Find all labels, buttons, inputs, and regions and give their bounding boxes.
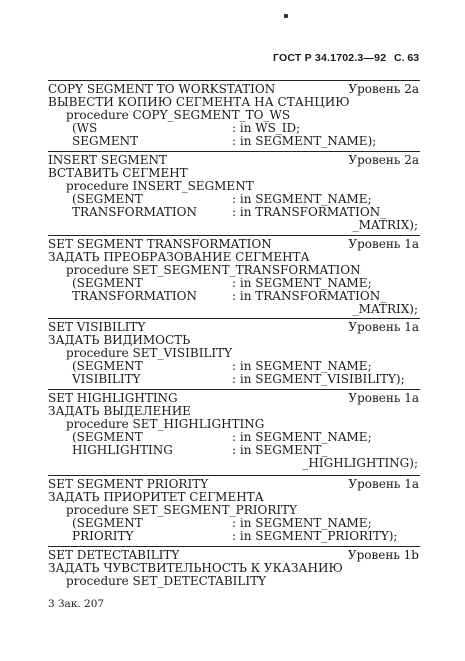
section-set-segment-transformation <box>48 235 420 316</box>
page-number: С. 63 <box>394 52 420 64</box>
param-type: : in SEGMENT_NAME; <box>232 192 372 206</box>
param-name: (SEGMENT <box>72 430 143 444</box>
param-name: VISIBILITY <box>72 372 141 386</box>
param-name: TRANSFORMATION <box>72 205 198 219</box>
procedure-signature: procedure INSERT_SEGMENT <box>66 179 254 193</box>
section-insert-segment <box>48 151 420 232</box>
procedure-signature: procedure SET_SEGMENT_PRIORITY <box>66 503 298 517</box>
param-name: (SEGMENT <box>72 516 143 530</box>
param-name: (SEGMENT <box>72 192 143 206</box>
param-type: : in TRANSFORMATION_ <box>232 205 387 219</box>
param-name: (SEGMENT <box>72 359 143 373</box>
param-type: : in SEGMENT_ <box>232 443 328 457</box>
procedure-signature: procedure SET_SEGMENT_TRANSFORMATION <box>66 263 361 277</box>
section-title: COPY SEGMENT TO WORKSTATION <box>48 82 276 96</box>
param-name: HIGHLIGHTING <box>72 443 173 457</box>
section-title: SET VISIBILITY <box>48 320 146 334</box>
standard-number: ГОСТ Р 34.1702.3—92 <box>273 52 387 64</box>
section-copy-segment <box>48 80 420 147</box>
param-name: TRANSFORMATION <box>72 289 198 303</box>
section-subtitle: ЗАДАТЬ ПРЕОБРАЗОВАНИЕ СЕГМЕНТА <box>48 250 310 264</box>
section-subtitle: ВСТАВИТЬ СЕГМЕНТ <box>48 166 188 180</box>
section-set-segment-priority <box>48 475 420 542</box>
section-level: Уровень 2а <box>348 82 419 96</box>
section-set-detectability <box>48 546 420 591</box>
param-type: : in SEGMENT_NAME; <box>232 359 372 373</box>
procedure-signature: procedure SET_HIGHLIGHTING <box>66 417 265 431</box>
procedure-signature: procedure SET_VISIBILITY <box>66 346 233 360</box>
param-name: (SEGMENT <box>72 276 143 290</box>
param-continuation: _MATRIX); <box>352 302 418 316</box>
section-subtitle: ЗАДАТЬ ЧУВСТВИТЕЛЬНОСТЬ К УКАЗАНИЮ <box>48 561 343 575</box>
section-title: SET SEGMENT TRANSFORMATION <box>48 237 272 251</box>
section-level: Уровень 1а <box>348 320 419 334</box>
param-continuation: _MATRIX); <box>352 218 418 232</box>
procedure-signature: procedure SET_DETECTABILITY <box>66 574 267 588</box>
section-level: Уровень 1а <box>348 391 419 405</box>
param-type: : in SEGMENT_NAME; <box>232 516 372 530</box>
param-type: : in WS_ID; <box>232 121 301 135</box>
param-type: : in SEGMENT_NAME); <box>232 134 377 148</box>
print-order-footer: 3 Зак. 207 <box>48 598 105 610</box>
param-continuation: _HIGHLIGHTING); <box>302 456 418 470</box>
param-name: SEGMENT <box>72 134 139 148</box>
section-set-visibility <box>48 318 420 385</box>
param-type: : in SEGMENT_VISIBILITY); <box>232 372 405 386</box>
section-subtitle: ЗАДАТЬ ВЫДЕЛЕНИЕ <box>48 404 191 418</box>
section-level: Уровень 1а <box>348 477 419 491</box>
print-mark <box>284 14 288 18</box>
param-type: : in SEGMENT_PRIORITY); <box>232 529 398 543</box>
param-name: (WS <box>72 121 98 135</box>
section-subtitle: ЗАДАТЬ ВИДИМОСТЬ <box>48 333 191 347</box>
section-level: Уровень 1а <box>348 237 419 251</box>
section-level: Уровень 1b <box>347 548 419 562</box>
section-subtitle: ЗАДАТЬ ПРИОРИТЕТ СЕГМЕНТА <box>48 490 264 504</box>
param-type: : in SEGMENT_NAME; <box>232 430 372 444</box>
section-title: SET DETECTABILITY <box>48 548 180 562</box>
page-header <box>0 52 465 68</box>
section-subtitle: ВЫВЕСТИ КОПИЮ СЕГМЕНТА НА СТАНЦИЮ <box>48 95 350 109</box>
section-title: SET SEGMENT PRIORITY <box>48 477 209 491</box>
section-title: SET HIGHLIGHTING <box>48 391 178 405</box>
procedure-signature: procedure COPY_SEGMENT_TO_WS <box>66 108 291 122</box>
param-name: PRIORITY <box>72 529 134 543</box>
section-title: INSERT SEGMENT <box>48 153 167 167</box>
section-set-highlighting <box>48 389 420 470</box>
param-type: : in SEGMENT_NAME; <box>232 276 372 290</box>
param-type: : in TRANSFORMATION_ <box>232 289 387 303</box>
section-level: Уровень 2а <box>348 153 419 167</box>
